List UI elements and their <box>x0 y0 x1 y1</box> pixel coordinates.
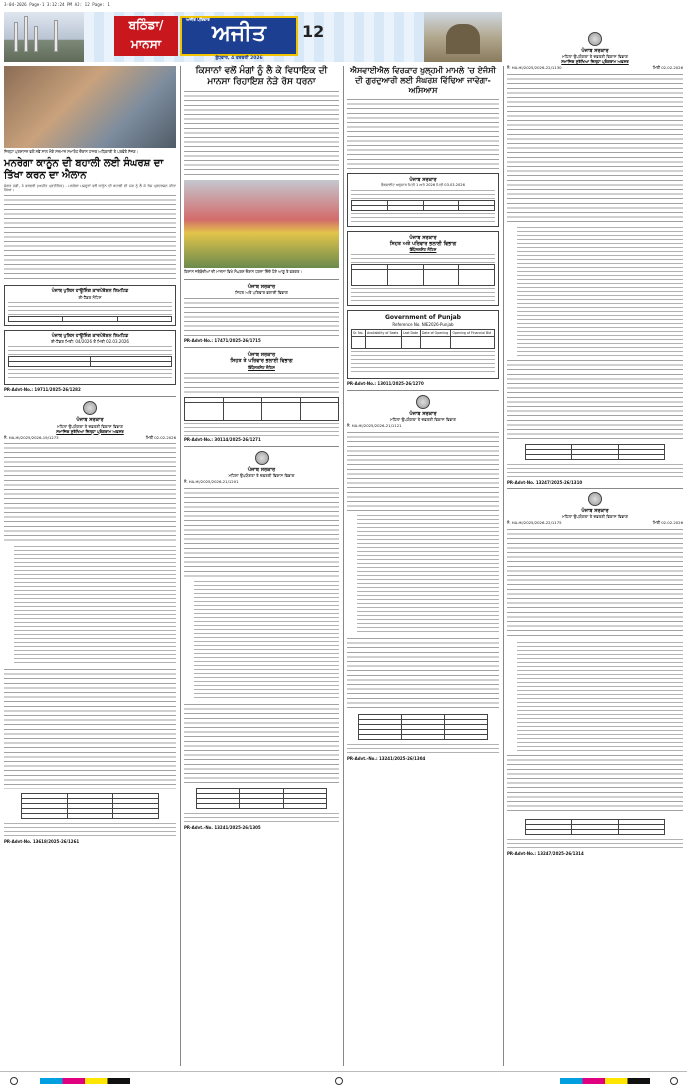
notice2-title-c2: ਪੰਜਾਬ ਸਰਕਾਰ <box>247 352 276 359</box>
photo-caption-c2: ਕਿਸਾਨ ਜਥੇਬੰਦੀਆਂ ਦੀ ਮਾਨਸਾ ਵਿਖੇ ਸੰਘਰਸ਼ ਦੌਰਾਨ ਧਰਨਾ ਦਿੰਦੇ ਹੋਏ ਆਗੂ ਤੇ ਵਰਕਰ। <box>184 269 302 274</box>
tender-notice-2 <box>4 330 176 386</box>
notice-table <box>525 444 666 460</box>
logo-text: ਅਜੀਤ <box>212 21 266 46</box>
notice1-title-c3: ਪੰਜਾਬ ਸਰਕਾਰ <box>409 177 437 183</box>
registration-mark-icon <box>10 1077 18 1085</box>
headline-mgnrega: ਮਨਰੇਗਾ ਕਾਨੂੰਨ ਦੀ ਬਹਾਲੀ ਲਈ ਸੰਘਰਸ਼ ਦਾ ਤਿੱਖਾ ਕਰਨ ਦਾ ਐਲਾਨ <box>4 157 164 181</box>
notice2-department-c2: ਸਿਹਤ ਤੇ ਪਰਿਵਾਰ ਭਲਾਈ ਵਿਭਾਗ <box>230 358 293 365</box>
notice1-line-c3: ਵੈਬਸਾਈਟ ਅਨੁਸਾਰ ਮਿਤੀ 1 ਅਤੇ 2026 ਮਿਤੀ 03.03.2026 <box>381 183 465 188</box>
tender-notice-1 <box>4 285 176 326</box>
pr-advt-number-2: PR-Advt-No.: 13247/2025-26/1314 <box>507 850 584 856</box>
pr-advt-footer-c3: PR-Advt.-No.: 13241/2025-26/1304 <box>347 755 426 761</box>
article-body <box>4 195 176 281</box>
column-1 <box>4 66 176 844</box>
edition-date: ਬੁੱਧਵਾਰ, 4 ਫਰਵਰੀ 2026 <box>215 56 263 61</box>
ceremony-photo <box>4 66 176 148</box>
notice2-title-c3: ਪੰਜਾਬ ਸਰਕਾਰ <box>409 234 437 241</box>
notice3-table-c2 <box>196 788 328 809</box>
notice3-reference-c3: ਨੰ. HA-HI/2025/2026-21/1121 <box>347 422 402 428</box>
notice-table-c1 <box>21 793 159 819</box>
notice2-department-c3: ਸਿਹਤ ਅਤੇ ਪਰਿਵਾਰ ਭਲਾਈ ਵਿਭਾਗ <box>389 240 457 247</box>
punjab-emblem-icon-2 <box>588 492 602 506</box>
notice2-table-c2 <box>184 397 339 421</box>
notice-title-c1: ਪੰਜਾਬ ਸਰਕਾਰ <box>76 417 104 424</box>
notice3-list-c2 <box>194 581 339 701</box>
notice2-head-c2: ਇੰਪੈਨਲਮੈਂਟ ਨੋਟਿਸ <box>248 364 275 370</box>
print-metadata-strip: 3-04-2026 Page-1 3:12:24 PM AJ: 12 Page: 1 <box>4 2 110 7</box>
pr-advt-c2-1: PR-Advt-No.: 17471/2025-26/1715 <box>184 338 261 344</box>
tender-title: ਪੰਜਾਬ ਪੁਲਿਸ ਹਾਊਸਿੰਗ ਕਾਰਪੋਰੇਸ਼ਨ ਲਿਮਟਿਡ <box>51 288 129 294</box>
pr-advt-c2-2: PR-Advt-No.: 30114/2025-26/1271 <box>184 436 261 442</box>
punjab-emblem-icon <box>588 32 602 46</box>
notice-list <box>517 227 683 357</box>
gov-reference: Reference No. NIE2026-Punjab <box>392 321 454 327</box>
notice3-body-c2-2 <box>184 704 339 784</box>
pr-advt-number-c1: PR-Advt-No.: 19711/2025-26/1282 <box>4 387 81 393</box>
notice2-box-c3 <box>347 231 499 307</box>
color-calibration-bar-2 <box>560 1078 650 1084</box>
notice3-title-c2: ਪੰਜਾਬ ਸਰਕਾਰ <box>247 466 276 473</box>
notice-reference-c1: ਨੰ. HA-HI/2025/2026-19/1273 <box>4 434 59 440</box>
registration-mark-icon-3 <box>670 1077 678 1085</box>
notice-date-c1: ਮਿਤੀ 02.02.2026 <box>145 434 176 440</box>
notice-department-c1: ਮਹਿਲਾ ਉਪਯੋਗਤਾ ਤੇ ਦਫ਼ਤਰੀ ਵਿਕਾਸ ਵਿਭਾਗ <box>56 423 124 429</box>
notice1-department-c2: ਸਿਹਤ ਅਤੇ ਪਰਿਵਾਰ ਭਲਾਈ ਵਿਭਾਗ <box>235 290 288 296</box>
punjab-emblem-icon-c2 <box>255 451 269 465</box>
notice3-title-c3: ਪੰਜਾਬ ਸਰਕਾਰ <box>409 410 437 417</box>
page-number: 12 <box>302 22 325 41</box>
notice-department-2: ਮਹਿਲਾ ਉਪਯੋਗਤਾ ਤੇ ਦਫ਼ਤਰੀ ਵਿਕਾਸ ਵਿਭਾਗ <box>561 514 629 520</box>
gov-col-financial: Opening of Financial Bid <box>451 329 495 336</box>
fort-photo <box>424 12 502 62</box>
tender-subtitle: ਈ-ਟੈਂਡਰ ਨੋਟਿਸ <box>78 294 102 300</box>
headline-syl: ਐਸਵਾਈਐਲ ਵਿਰਕਾਰ ਖੁਲ੍ਹਮੀ ਮਾਮਲੇ 'ਚ ਏਜੰਸੀ ਦੀ ਗੁਰਦੁਆਰੀ ਲਈ ਸੰਘਰਸ਼ ਵਿੱਢਿਆ ਜਾਵੇਗਾ-ਅਸਿਆਸ <box>350 66 496 95</box>
notice-reference-2: ਨੰ. HA-HI/2025/2026-22/1175 <box>507 520 562 526</box>
notice3-table-c3 <box>358 714 487 740</box>
notice-department: ਮਹਿਲਾ ਉਪਯੋਗਤਾ ਤੇ ਦਫ਼ਤਰੀ ਵਿਕਾਸ ਵਿਭਾਗ <box>561 54 629 60</box>
column-3 <box>347 66 499 761</box>
masthead-banner <box>4 12 502 62</box>
protest-photo <box>184 180 339 268</box>
color-calibration-bar <box>40 1078 130 1084</box>
notice3-department-c2: ਮਹਿਲਾ ਉਪਯੋਗਤਾ ਤੇ ਦਫ਼ਤਰੀ ਵਿਕਾਸ ਵਿਭਾਗ <box>228 472 295 478</box>
notice2-head-c3: ਇੰਪੈਨਲਮੈਂਟ ਨੋਟਿਸ <box>409 247 437 253</box>
notice-signature-2 <box>507 839 683 851</box>
gov-col-opening: Date of Opening <box>420 329 451 336</box>
notice2-body-c2 <box>184 373 339 395</box>
ajit-logo <box>180 16 298 56</box>
gov-col-seats: Availability of Seats <box>365 329 401 336</box>
notice-body-c1 <box>4 443 176 543</box>
photo-caption: ਜ਼ਿਲ੍ਹਾ ਪ੍ਰਸ਼ਾਸਨ ਵਲੋਂ ਨਵੇਂ ਸਾਲ ਮੌਕੇ ਸਨਮਾਨ ਸਮਾਰੋਹ ਦੌਰਾਨ ਹਾਜ਼ਰ ਅਧਿਕਾਰੀ ਤੇ ਪਤਵੰਤੇ ਸੱਜਣ। <box>4 149 139 154</box>
notice-list-2 <box>517 642 683 752</box>
pr-advt-number: PR-Advt-No. 13247/2025-26/1310 <box>507 479 583 485</box>
notice-body-text <box>507 74 683 224</box>
logo-tagline: ਅਜੀਤ ਪਰਿਵਾਰ <box>186 17 210 22</box>
gov-notice-box-c3 <box>347 310 499 379</box>
edition-city: ਬਠਿੰਡਾ/ ਮਾਨਸਾ <box>114 16 178 56</box>
notice-office: ਸਮਾਜਿਕ ਸੁਰੱਖਿਆ ਜ਼ਿਲ੍ਹਾ ਪ੍ਰੋਗਰਾਮ ਅਫ਼ਸਰ <box>561 59 629 65</box>
notice1-box-c3 <box>347 173 499 227</box>
column-4 <box>507 30 683 856</box>
notice3-department-c3: ਮਹਿਲਾ ਉਪਯੋਗਤਾ ਤੇ ਦਫ਼ਤਰੀ ਵਿਕਾਸ ਵਿਭਾਗ <box>389 416 457 422</box>
notice-office-c1: ਸਮਾਜਿਕ ਸੁਰੱਖਿਆ ਜ਼ਿਲ੍ਹਾ ਪ੍ਰੋਗਰਾਮ ਅਫ਼ਸਰ <box>56 428 124 434</box>
gov-title: Government of Punjab <box>385 314 461 322</box>
notice1-title-c2: ਪੰਜਾਬ ਸਰਕਾਰ <box>247 283 276 290</box>
notice-table-2 <box>525 819 666 835</box>
punjab-emblem-icon-c1 <box>83 401 97 415</box>
notice-body-c1-2 <box>4 669 176 789</box>
notice-signature-c1 <box>4 823 176 839</box>
notice-body-text-4 <box>507 755 683 815</box>
notice-date-2: ਮਿਤੀ 02.02.2026 <box>652 520 683 526</box>
gov-col-sr: Sr. No. <box>352 329 366 336</box>
notice-date: ਮਿਤੀ 02.02.2026 <box>652 65 683 71</box>
notice3-body-c3 <box>347 432 499 512</box>
notice-list-c1 <box>14 546 176 666</box>
tender-subtitle-2: ਈ-ਟੈਂਡਰ ਮਿਤੀ: 04/2026 ਤੋਂ ਮਿਤੀ 02.03.2026 <box>51 339 129 345</box>
notice1-body-c2 <box>184 298 339 338</box>
notice-reference: ਨੰ. HA-HI/2025/2026-22/1130 <box>507 65 562 71</box>
notice-body-text-2 <box>507 360 683 440</box>
notice-title: ਪੰਜਾਬ ਸਰਕਾਰ <box>581 48 609 54</box>
pr-advt-c3: PR-Advt-No.: 13011/2025-26/1270 <box>347 380 424 386</box>
notice-body-text-3 <box>507 529 683 639</box>
notice3-reference-c2: ਨੰ. HA-HI/2025/2026-21/1201 <box>184 478 239 484</box>
article-body-c2 <box>184 91 339 177</box>
refinery-photo <box>4 12 84 62</box>
notice-title-2: ਪੰਜਾਬ ਸਰਕਾਰ <box>581 507 609 514</box>
punjab-emblem-icon-c3 <box>416 395 430 409</box>
registration-mark-icon-2 <box>335 1077 343 1085</box>
gov-table <box>351 329 495 349</box>
notice3-body-c3-2 <box>347 638 499 710</box>
pr-advt-footer-c2: PR-Advt.-No. 13241/2025-26/1305 <box>184 824 261 830</box>
article-lead: ਸੰਗਤ ਮੰਡੀ, 3 ਫਰਵਰੀ (ਅਜੀਤ ਪ੍ਰਤੀਨਿਧ) - ਮਨਰੇਗਾ ਮਜ਼ਦੂਰਾਂ ਵਲੋਂ ਕਾਨੂੰਨ ਦੀ ਬਹਾਲੀ ਦੀ ਮੰਗ ਨੂੰ ਲੈ ਕੇ ਰੋਸ ਪ੍ਰਦਰਸ਼ਨ ਕੀਤਾ ਗਿਆ। <box>4 183 176 193</box>
gov-col-lastdate: Last Date <box>401 329 420 336</box>
column-2 <box>184 66 339 830</box>
tender-title-2: ਪੰਜਾਬ ਪੁਲਿਸ ਹਾਊਸਿੰਗ ਕਾਰਪੋਰੇਸ਼ਨ ਲਿਮਟਿਡ <box>51 333 129 339</box>
headline-farmers: ਕਿਸਾਨਾਂ ਵਲੋਂ ਮੰਗਾਂ ਨੂੰ ਲੈ ਕੇ ਵਿਧਾਇਕ ਦੀ ਮਾਨਸਾ ਰਿਹਾਇਸ਼ ਨੇੜੇ ਰੋਸ ਧਰਨਾ <box>195 66 328 87</box>
print-footer <box>0 1071 687 1089</box>
notice3-list-c3 <box>357 515 499 635</box>
notice3-body-c2 <box>184 488 339 578</box>
article-body-c3 <box>347 99 499 169</box>
notice-signature <box>507 464 683 480</box>
pr-advt-footer-c1: PR-Advt-No. 13618/2025-26/1261 <box>4 839 80 845</box>
